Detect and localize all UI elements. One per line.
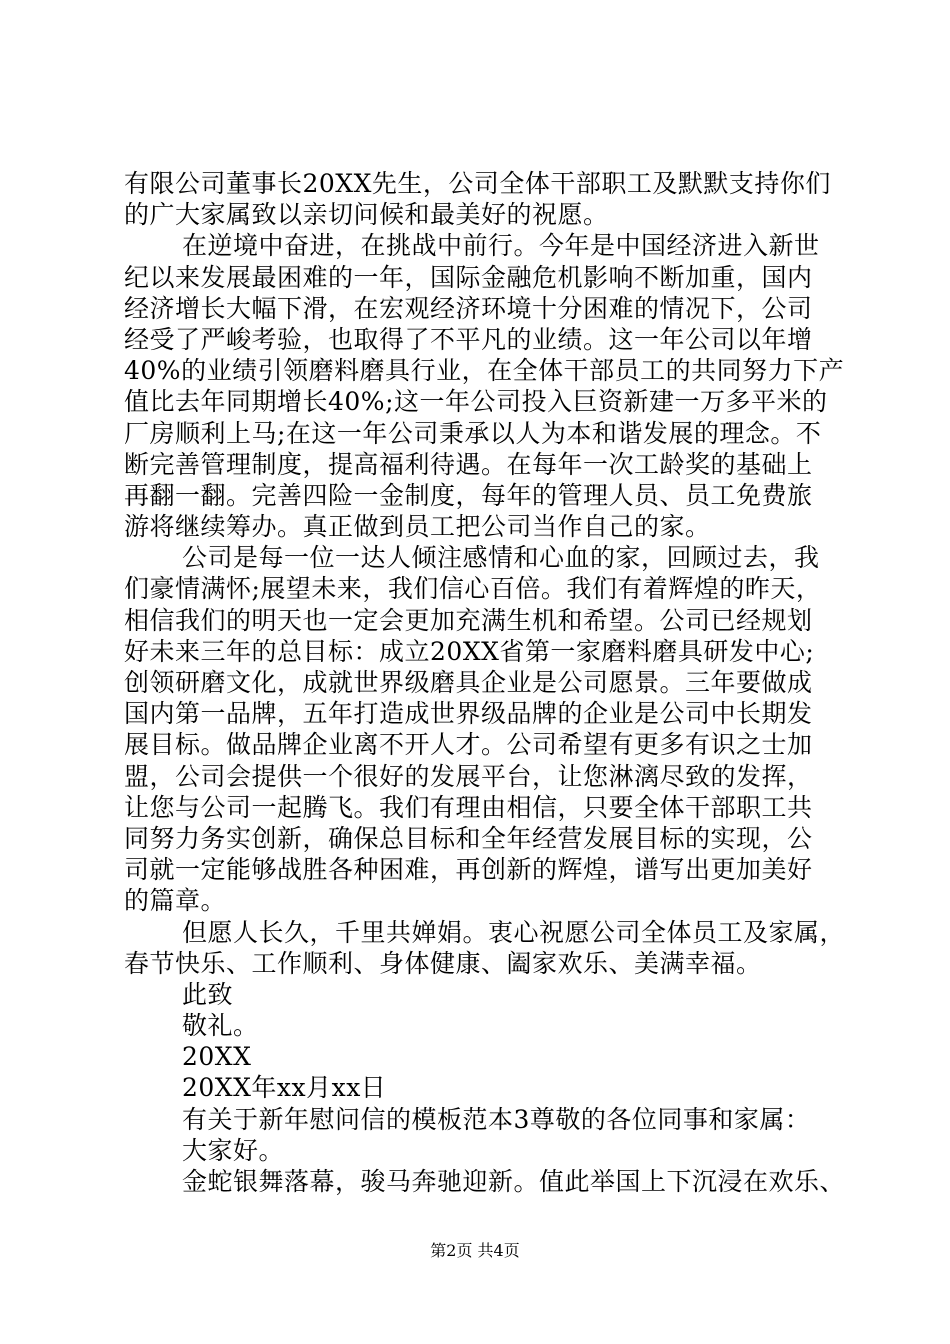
text-line: 厂房顺利上马;在这一年公司秉承以人为本和谐发展的理念。不: [124, 418, 822, 448]
text-line: 但愿人长久，千里共婵娟。衷心祝愿公司全体员工及家属，: [182, 917, 846, 947]
text-line: 此致: [182, 979, 234, 1009]
text-line: 的篇章。: [124, 886, 227, 916]
text-line: 春节快乐、工作顺利、身体健康、阖家欢乐、美满幸福。: [124, 948, 762, 978]
text-line: 同努力务实创新，确保总目标和全年经营发展目标的实现，公: [124, 823, 813, 853]
text-line: 敬礼。: [182, 1011, 259, 1041]
text-line: 20XX年xx月xx日: [182, 1073, 387, 1103]
text-line: 公司是每一位一达人倾注感情和心血的家，回顾过去，我: [182, 543, 820, 573]
text-line: 有限公司董事长20XX先生，公司全体干部职工及默默支持你们: [124, 169, 831, 198]
text-line: 司就一定能够战胜各种困难，再创新的辉煌，谱写出更加美好: [124, 855, 813, 885]
text-line: 断完善管理制度，提高福利待遇。在每年一次工龄奖的基础上: [124, 449, 813, 479]
text-line: 好未来三年的总目标：成立20XX省第一家磨料磨具研发中心;: [124, 636, 815, 666]
text-line: 盟，公司会提供一个很好的发展平台，让您淋漓尽致的发挥，: [124, 761, 813, 791]
text-line: 有关于新年慰问信的模板范本3尊敬的各位同事和家属：: [182, 1104, 811, 1134]
text-line: 经济增长大幅下滑，在宏观经济环境十分困难的情况下，公司: [124, 293, 813, 323]
text-line: 再翻一翻。完善四险一金制度，每年的管理人员、员工免费旅: [124, 480, 813, 510]
text-line: 国内第一品牌，五年打造成世界级品牌的企业是公司中长期发: [124, 699, 813, 729]
text-line: 让您与公司一起腾飞。我们有理由相信，只要全体干部职工共: [124, 792, 813, 822]
document-body: [124, 168, 844, 1197]
text-line: 大家好。: [182, 1135, 285, 1165]
text-line: 创领研磨文化，成就世界级磨具企业是公司愿景。三年要做成: [124, 668, 813, 697]
text-line: 相信我们的明天也一定会更加充满生机和希望。公司已经规划: [124, 605, 813, 635]
text-line: 纪以来发展最困难的一年，国际金融危机影响不断加重，国内: [124, 262, 813, 292]
text-line: 在逆境中奋进，在挑战中前行。今年是中国经济进入新世: [182, 231, 820, 261]
text-line: 20XX: [182, 1042, 252, 1072]
text-line: 们豪情满怀;展望未来，我们信心百倍。我们有着辉煌的昨天，: [124, 574, 822, 604]
text-line: 经受了严峻考验，也取得了不平凡的业绩。这一年公司以年增: [124, 324, 813, 354]
text-line: 金蛇银舞落幕，骏马奔驰迎新。值此举国上下沉浸在欢乐、: [182, 1167, 846, 1196]
text-line: 游将继续筹办。真正做到员工把公司当作自己的家。: [124, 512, 711, 542]
text-line: 展目标。做品牌企业离不开人才。公司希望有更多有识之士加: [124, 730, 813, 760]
text-line: 40%的业绩引领磨料磨具行业，在全体干部员工的共同努力下产: [124, 356, 845, 386]
page-footer: 第2页 共4页: [430, 1241, 520, 1260]
text-line: 值比去年同期增长40%;这一年公司投入巨资新建一万多平米的: [124, 387, 828, 417]
text-line: 的广大家属致以亲切问候和最美好的祝愿。: [124, 200, 609, 230]
